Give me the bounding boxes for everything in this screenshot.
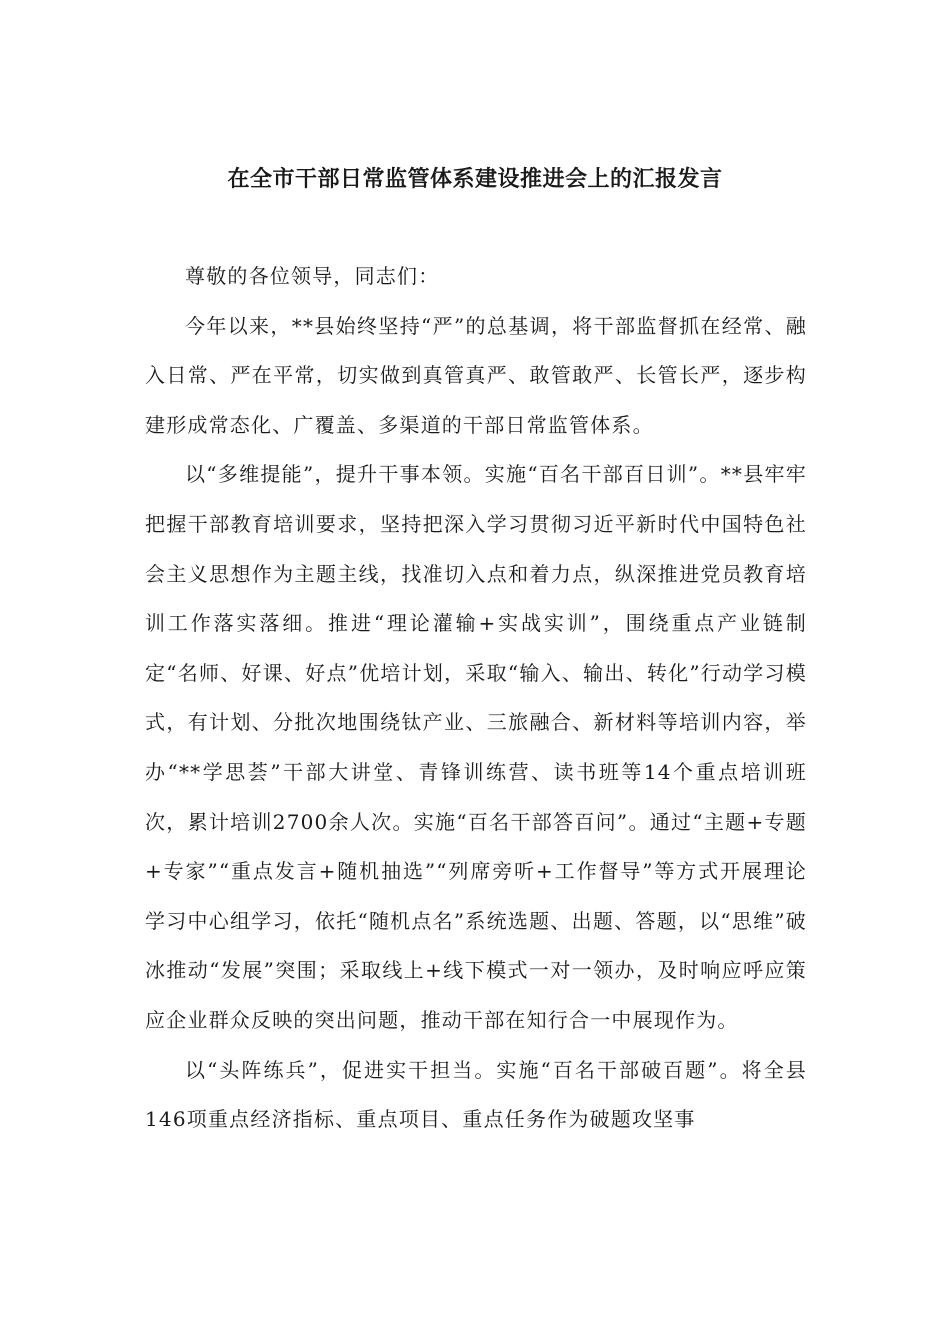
paragraph-intro: 今年以来，**县始终坚持“严”的总基调，将干部监督抓在经常、融入日常、严在平常，切实做到真管真严、敢管敢严、长管长严，逐步构建形成常态化、广覆盖、多渠道的干部日常监管体系。 <box>145 313 807 437</box>
document-title: 在全市干部日常监管体系建设推进会上的汇报发言 <box>227 166 723 192</box>
document-body <box>145 252 807 1145</box>
paragraph-practice: 以“头阵练兵”，促进实干担当。实施“百名干部破百题”。将全县146项重点经济指标、重点项目、重点任务作为破题攻坚事 <box>145 1057 807 1132</box>
salutation: 尊敬的各位领导，同志们： <box>185 264 440 288</box>
paragraph-training: 以“多维提能”，提升干事本领。实施“百名干部百日训”。**县牢牢把握干部教育培训要求，坚持把深入学习贯彻习近平新时代中国特色社会主义思想作为主题主线，找准切入点和着力点，纵深推进党员教育培训工作落实落细。推进“理论灌输+实战实训”，围绕重点产业链制定“名师、好课、好点”优培计划，采取“输入、输出、转化”行动学习模式，有计划、分批次地围绕钛产业、三旅融合、新材料等培训内容，举办“**学思荟”干部大讲堂、青锋训练营、读书班等14个重点培训班次，累计培训2700余人次。实施“百名干部答百问”。通过“主题+专题+专家”“重点发言+随机抽选”“列席旁听+工作督导”等方式开展理论学习中心组学习，依托“随机点名”系统选题、出题、答题，以“思维”破冰推动“发展”突围；采取线上+线下模式一对一领办，及时响应呼应策应企业群众反映的突出问题，推动干部在知行合一中展现作为。 <box>145 462 807 1032</box>
